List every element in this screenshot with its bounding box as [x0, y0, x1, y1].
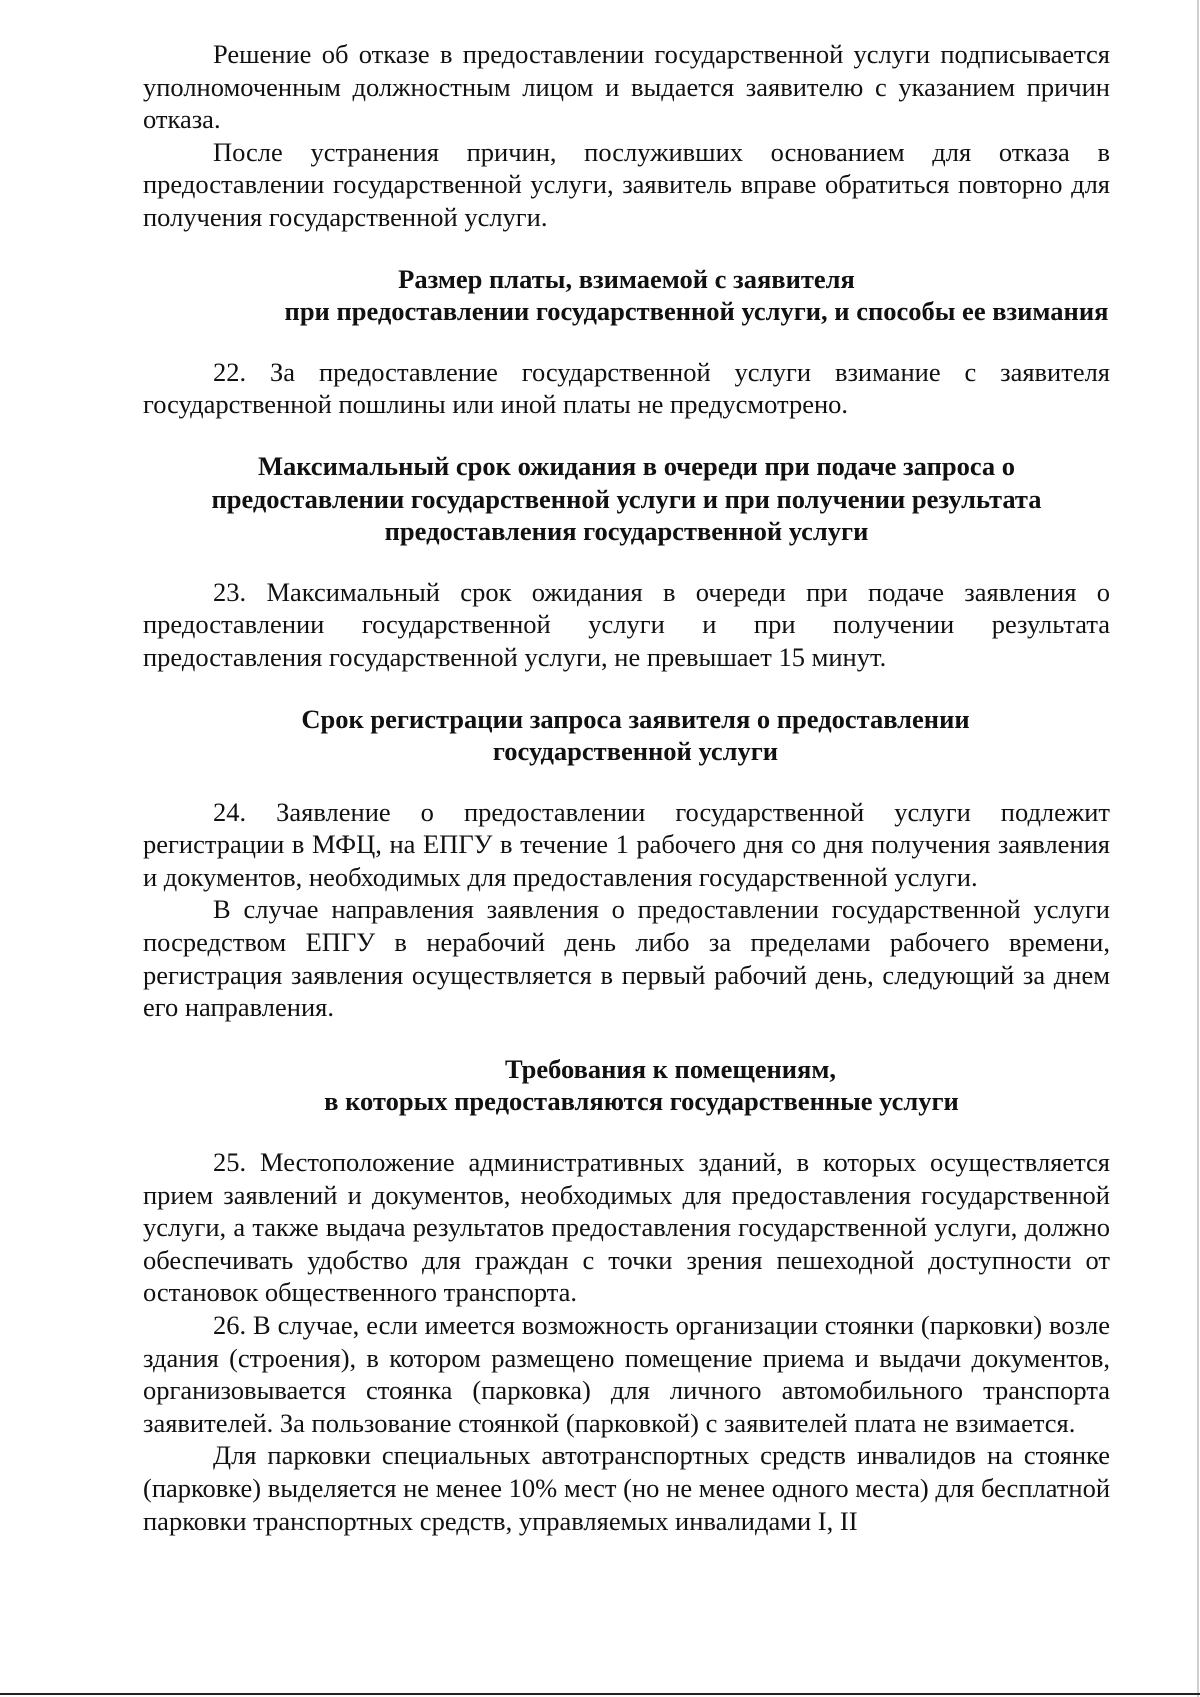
scan-edge-bottom	[0, 1693, 1200, 1695]
paragraph-24: 24. Заявление о предоставлении государственной услуги подлежит регистрации в МФЦ, на ЕПГУ в течение 1 рабочего дня со дня получения заявления и документов, необходимых для предоставления государственной услуги.	[143, 796, 1110, 892]
paragraph-22: 22. За предоставление государственной услуги взимание с заявителя государственной пошлины или иной платы не предусмотрено.	[143, 356, 1110, 420]
heading-registration-line1: Срок регистрации запроса заявителя о предоставлении	[301, 703, 970, 734]
paragraph-26-disabled-parking: Для парковки специальных автотранспортных средств инвалидов на стоянке (парковке) выделяется не менее 10% мест (но не менее одного места) для бесплатной парковки транспортных средств, управляемых инвалидами I, II	[143, 1440, 1110, 1536]
document-page	[143, 38, 1110, 1537]
paragraph-25: 25. Местоположение административных зданий, в которых осуществляется прием заявлений и документов, необходимых для предоставления государственной услуги, а также выдача результатов предоставления государственной услуги, должно обеспечивать удобство для граждан с точки зрения пешеходной доступности от остановок общественного транспорта.	[143, 1147, 1110, 1308]
heading-registration	[143, 703, 1110, 768]
heading-queue-line3: предоставления государственной услуги	[384, 516, 869, 547]
paragraph-reapply: После устранения причин, послуживших основанием для отказа в предоставлении государственной услуги, заявитель вправе обратиться повторно для получения государственной услуги.	[143, 136, 1110, 232]
heading-queue-time	[143, 450, 1110, 548]
heading-queue-line2: предоставлении государственной услуги и при получении результата	[211, 483, 1042, 514]
paragraph-refusal-decision: Решение об отказе в предоставлении государственной услуги подписывается уполномоченным должностным лицом и выдается заявителю с указанием причин отказа.	[143, 39, 1110, 135]
heading-premises-line1: Требования к помещениям,	[504, 1053, 837, 1084]
heading-fee-line2: при предоставлении государственной услуги, и способы ее взимания	[284, 296, 1109, 327]
paragraph-23: 23. Максимальный срок ожидания в очереди при подаче заявления о предоставлении государственной услуги и при получении результата предоставления государственной услуги, не превышает 15 минут.	[143, 576, 1110, 672]
heading-registration-line2: государственной услуги	[492, 736, 779, 767]
paragraph-24-weekend: В случае направления заявления о предоставлении государственной услуги посредством ЕПГУ в нерабочий день либо за пределами рабочего времени, регистрация заявления осуществляется в первый рабочий день, следующий за днем его направления.	[143, 894, 1110, 1023]
scan-edge-right	[1197, 0, 1199, 1697]
heading-premises-line2: в которых предоставляются государственные услуги	[324, 1086, 959, 1117]
heading-fee	[143, 263, 1110, 328]
heading-premises	[143, 1053, 1110, 1118]
heading-fee-line1: Размер платы, взимаемой с заявителя	[398, 263, 855, 294]
paragraph-26: 26. В случае, если имеется возможность организации стоянки (парковки) возле здания (строения), в котором размещено помещение приема и выдачи документов, организовывается стоянка (парковка) для личного автомобильного транспорта заявителей. За пользование стоянкой (парковкой) с заявителей плата не взимается.	[143, 1310, 1110, 1438]
heading-queue-line1: Максимальный срок ожидания в очереди при подаче запроса о	[257, 450, 1016, 481]
